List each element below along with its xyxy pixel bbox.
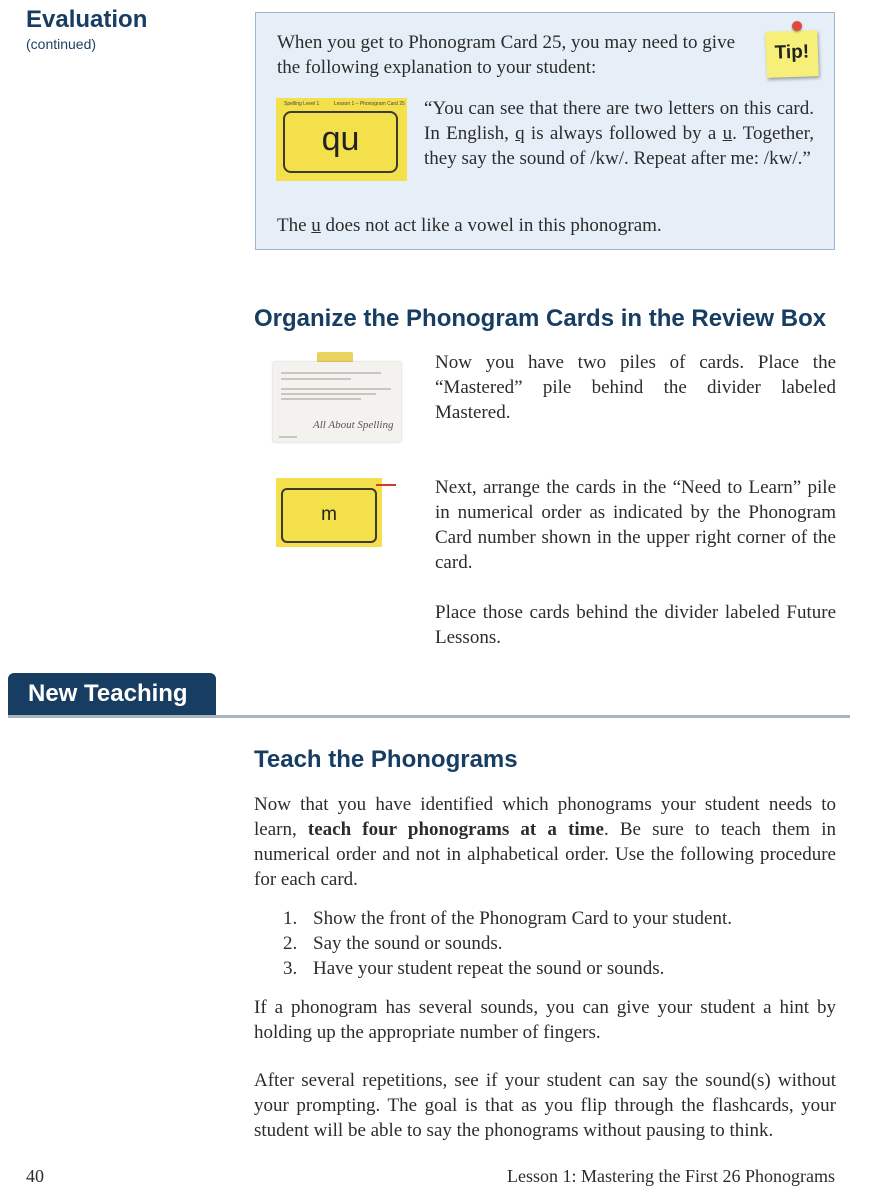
card-letter: m: [281, 488, 377, 543]
teach-paragraph-2: If a phonogram has several sounds, you can give your student a hint by holding up the appropriate number of fingers.: [254, 997, 836, 1043]
list-item: [283, 906, 843, 931]
card-level-label: Spelling Level 1: [284, 101, 320, 107]
section-title-organize: Organize the Phonogram Cards in the Review Box: [254, 305, 827, 332]
list-number: 3.: [283, 958, 298, 979]
phonogram-card-qu: [276, 98, 407, 181]
footer-letter-u: u: [311, 215, 321, 236]
paragraph-bold-text: teach four phonograms at a time: [307, 819, 604, 840]
card-letters: qu: [283, 111, 398, 173]
section-tab-new-teaching: New Teaching: [8, 673, 216, 715]
list-item: [283, 956, 843, 981]
list-number: 1.: [283, 908, 298, 929]
tip-intro-text: When you get to Phonogram Card 25, you may need to give the following explanation to your student:: [277, 32, 735, 78]
page-number: 40: [26, 1166, 44, 1186]
quote-letter-q: q: [515, 123, 525, 144]
tip-quote: [424, 96, 814, 171]
tip-footer-text: [277, 213, 817, 238]
quote-text: is always followed by a: [524, 123, 723, 144]
teach-paragraph-3: After several repetitions, see if your student can say the sound(s) without your prompting. The goal is that as you flip through the flashcards, your student will be able to say the phonograms without pausing to think.: [254, 1070, 836, 1141]
procedure-list: [283, 906, 843, 981]
paragraph-text: Now that you have identified which phonograms your student needs to learn,: [254, 794, 836, 840]
phonogram-card-m: [276, 478, 382, 547]
teach-paragraph-1: [254, 792, 836, 892]
list-number: 2.: [283, 933, 298, 954]
footer-text: does not act like a vowel in this phonogram.: [320, 215, 662, 236]
running-footer: Lesson 1: Mastering the First 26 Phonograms: [507, 1166, 835, 1186]
card-number-label: Lesson 1 – Phonogram Card 25: [334, 101, 405, 107]
quote-letter-u: u: [722, 123, 733, 144]
footer-text: The: [277, 215, 312, 236]
pushpin-icon: [792, 21, 802, 31]
quote-text: “You can see that there are two letters on this card. In English,: [424, 98, 814, 144]
list-text: Show the front of the Phonogram Card to your student.: [313, 908, 733, 929]
list-text: Have your student repeat the sound or sounds.: [313, 958, 665, 979]
organize-paragraph-1: Now you have two piles of cards. Place the “Mastered” pile behind the divider labeled Mastered.: [435, 352, 836, 423]
organize-paragraph-3: Place those cards behind the divider labeled Future Lessons.: [435, 602, 836, 648]
tip-box: [255, 12, 835, 250]
section-title-evaluation: Evaluation: [26, 6, 148, 33]
section-subtitle: (continued): [26, 36, 97, 52]
section-title-teach: Teach the Phonograms: [254, 746, 518, 773]
tip-badge-label: Tip!: [774, 41, 810, 64]
list-text: Say the sound or sounds.: [313, 933, 503, 954]
arrow-icon: [376, 484, 396, 486]
quote-text: . Together, they say the sound of /kw/. Repeat after me: /kw/.”: [424, 123, 814, 169]
tip-sticky-note: [765, 30, 819, 78]
list-item: [283, 931, 843, 956]
section-divider-line: [8, 715, 850, 718]
divider-card-image: [273, 352, 403, 444]
divider-logo: All About Spelling: [313, 419, 394, 431]
organize-paragraph-2: Next, arrange the cards in the “Need to Learn” pile in numerical order as indicated by the Phonogram Card number shown in the upper right corner of the card.: [435, 477, 836, 573]
paragraph-text: . Be sure to teach them in numerical order and not in alphabetical order. Use the following procedure for each card.: [254, 819, 836, 890]
divider-body: [273, 362, 401, 442]
